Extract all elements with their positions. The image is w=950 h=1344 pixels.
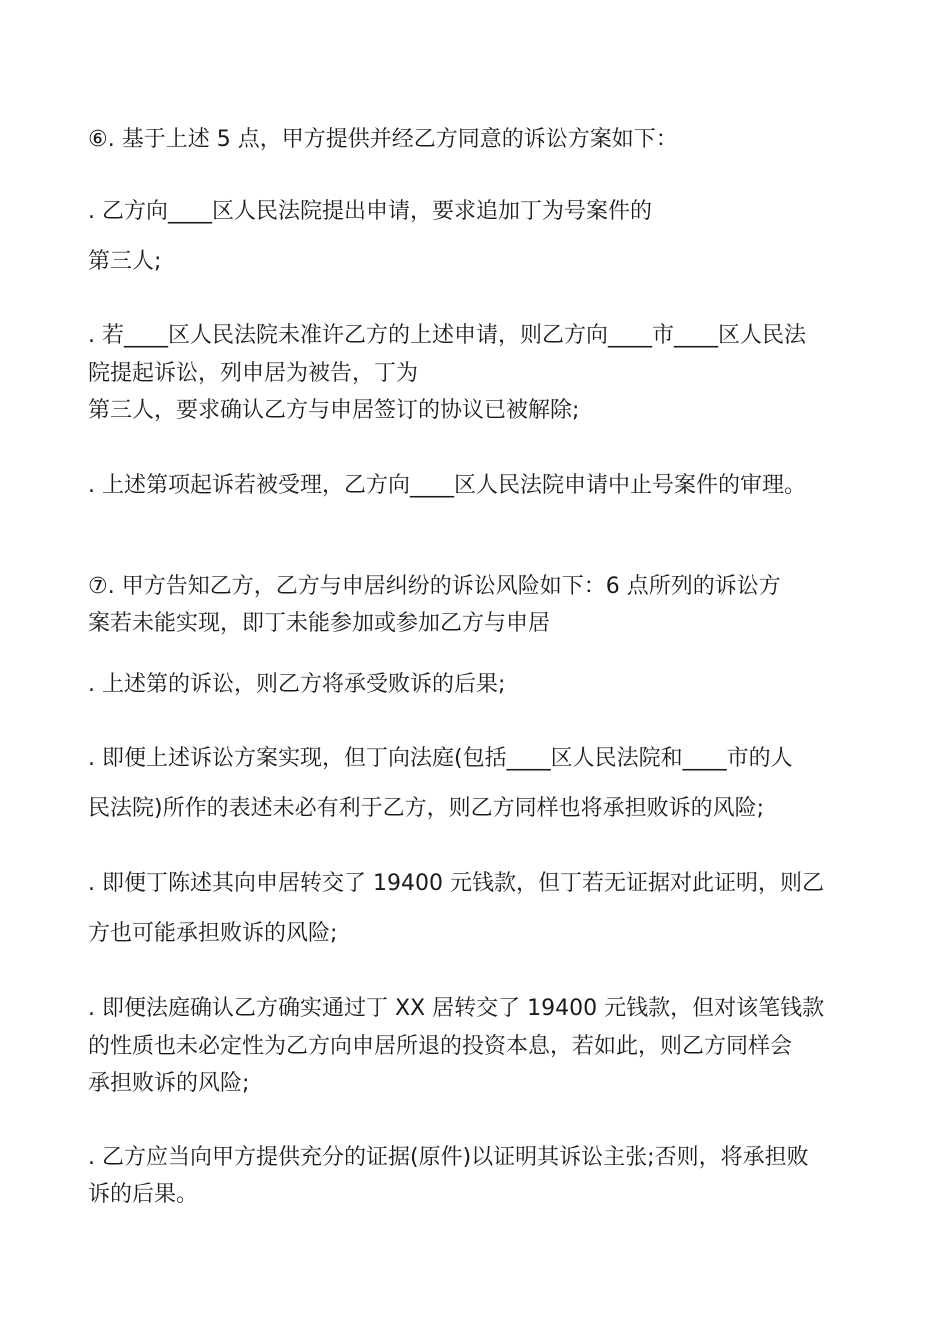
text-line: . 即便上述诉讼方案实现，但丁向法庭(包括____区人民法院和____市的人: [88, 746, 793, 771]
text-line: 诉的后果。: [88, 1182, 199, 1207]
text-line: . 即便法庭确认乙方确实通过丁 XX 居转交了 19400 元钱款，但对该笔钱款: [88, 996, 825, 1021]
text-line: . 即便丁陈述其向申居转交了 19400 元钱款，但丁若无证据对此证明，则乙: [88, 871, 824, 896]
text-line: . 上述第项起诉若被受理，乙方向____区人民法院申请中止号案件的审理。: [88, 473, 806, 498]
text-line: 方也可能承担败诉的风险;: [88, 921, 338, 946]
text-line: . 上述第的诉讼，则乙方将承受败诉的后果;: [88, 672, 506, 697]
text-line: ⑦. 甲方告知乙方，乙方与申居纠纷的诉讼风险如下：6 点所列的诉讼方: [88, 574, 781, 599]
text-line: 第三人，要求确认乙方与申居签订的协议已被解除;: [88, 398, 580, 423]
text-line: . 若____区人民法院未准许乙方的上述申请，则乙方向____市____区人民法: [88, 323, 806, 348]
text-line: 承担败诉的风险;: [88, 1071, 250, 1096]
text-line: 民法院)所作的表述未必有利于乙方，则乙方同样也将承担败诉的风险;: [88, 796, 764, 821]
text-line: . 乙方向____区人民法院提出申请，要求追加丁为号案件的: [88, 199, 652, 224]
text-line: 案若未能实现，即丁未能参加或参加乙方与申居: [88, 611, 551, 636]
text-line: 的性质也未必定性为乙方向申居所退的投资本息，若如此，则乙方同样会: [88, 1034, 793, 1059]
text-line: ⑥. 基于上述 5 点，甲方提供并经乙方同意的诉讼方案如下：: [88, 127, 678, 152]
text-line: 院提起诉讼，列申居为被告，丁为: [88, 361, 419, 386]
text-line: 第三人;: [88, 249, 162, 274]
text-line: . 乙方应当向甲方提供充分的证据(原件)以证明其诉讼主张;否则，将承担败: [88, 1145, 809, 1170]
